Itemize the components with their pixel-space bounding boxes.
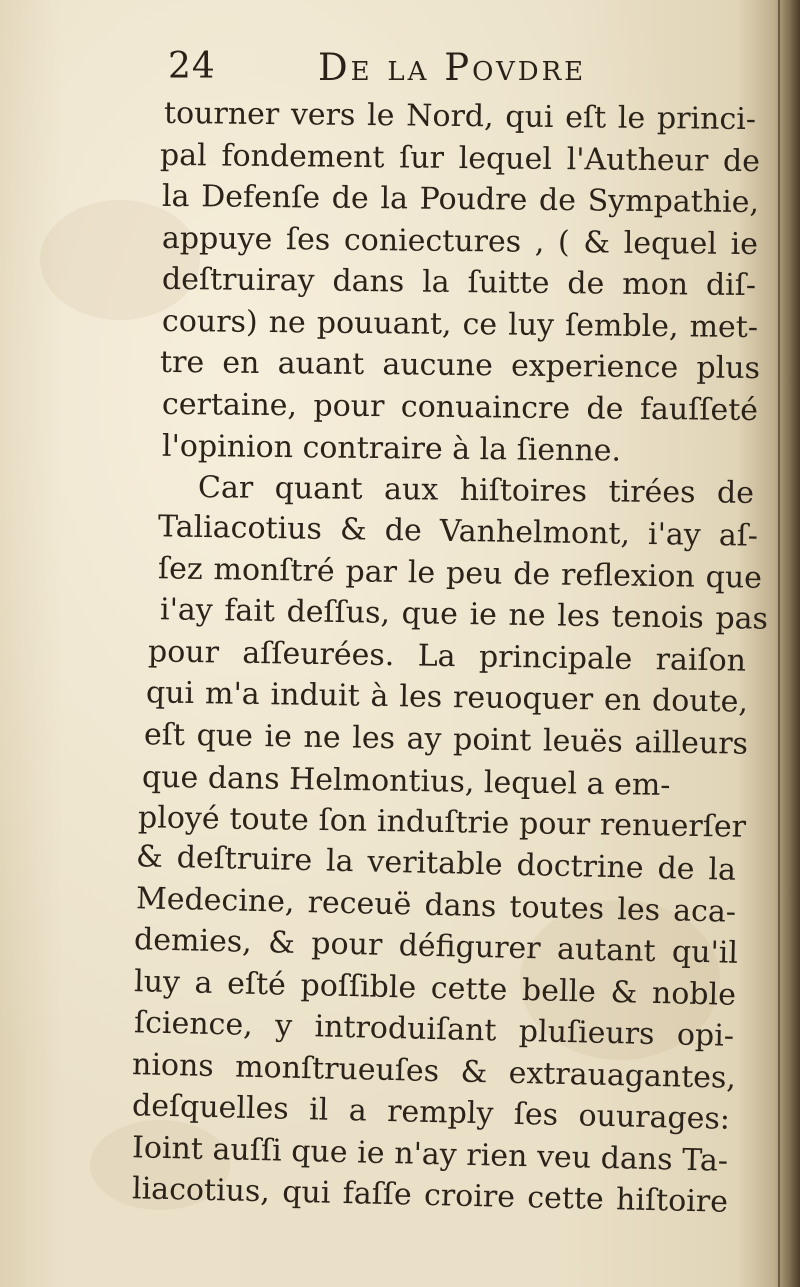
text-line: Medecine, receuë dans toutes les aca-: [135, 880, 737, 930]
text-line: pour aſſeurées. La principale raiſon: [147, 633, 747, 679]
text-line: l'opinion contraire à la ſienne.: [161, 428, 622, 469]
text-line: appuye ſes coniectures , ( & lequel ie: [161, 220, 759, 262]
text-line: ployé toute ſon induſtrie pour renuerſer: [137, 799, 747, 845]
page-header: [0, 0, 800, 110]
text-line: liacotius, qui faſſe croire cette hiſtoire: [131, 1171, 729, 1220]
text-line: cours) ne pouuant, ce luy ſemble, met-: [161, 303, 759, 345]
text-line: que dans Helmontius, lequel a em-: [141, 759, 671, 804]
text-line: pal fondement ſur lequel l'Autheur de: [159, 137, 761, 179]
text-line: Car quant aux hiſtoires tirées de: [197, 469, 755, 511]
text-line: tourner vers le Nord, qui eſt le princi-: [163, 95, 757, 138]
gutter-shadow: [774, 0, 800, 1287]
text-line: deſtruiray dans la ſuitte de mon diſ-: [161, 261, 757, 304]
text-line: eſt que ie ne les ay point leuës ailleurs: [143, 716, 749, 762]
page-number: 24: [168, 46, 216, 87]
text-line: qui m'a induit à les reuoquer en doute,: [145, 675, 749, 720]
running-title: De la Povdre: [318, 46, 587, 89]
text-line: deſquelles il a remply ſes ouurages:: [131, 1088, 731, 1137]
text-line: tre en auant aucune experience plus: [159, 344, 761, 387]
text-line: Taliacotius & de Vanhelmont, i'ay aſ-: [157, 509, 759, 554]
text-line: Ioint auſſi que ie n'ay rien veu dans Ta-: [131, 1129, 729, 1179]
text-line: i'ay fait deſſus, que ie ne les tenois pas: [159, 592, 769, 637]
text-line: certaine, pour conuaincre de fauſſeté: [161, 386, 759, 428]
text-line: ſcience, y introduiſant pluſieurs opi-: [133, 1005, 735, 1054]
text-line: demies, & pour défigurer autant qu'il: [133, 922, 739, 971]
text-line: luy a eſté poſſible cette belle & noble: [133, 963, 737, 1013]
text-line: & deſtruire la veritable doctrine de la: [135, 839, 737, 888]
text-line: la Defenſe de la Poudre de Sympathie,: [161, 178, 760, 221]
text-line: ſez monſtré par le peu de reflexion que: [157, 550, 763, 596]
text-line: nions monſtrueuſes & extrauagantes,: [131, 1046, 737, 1096]
